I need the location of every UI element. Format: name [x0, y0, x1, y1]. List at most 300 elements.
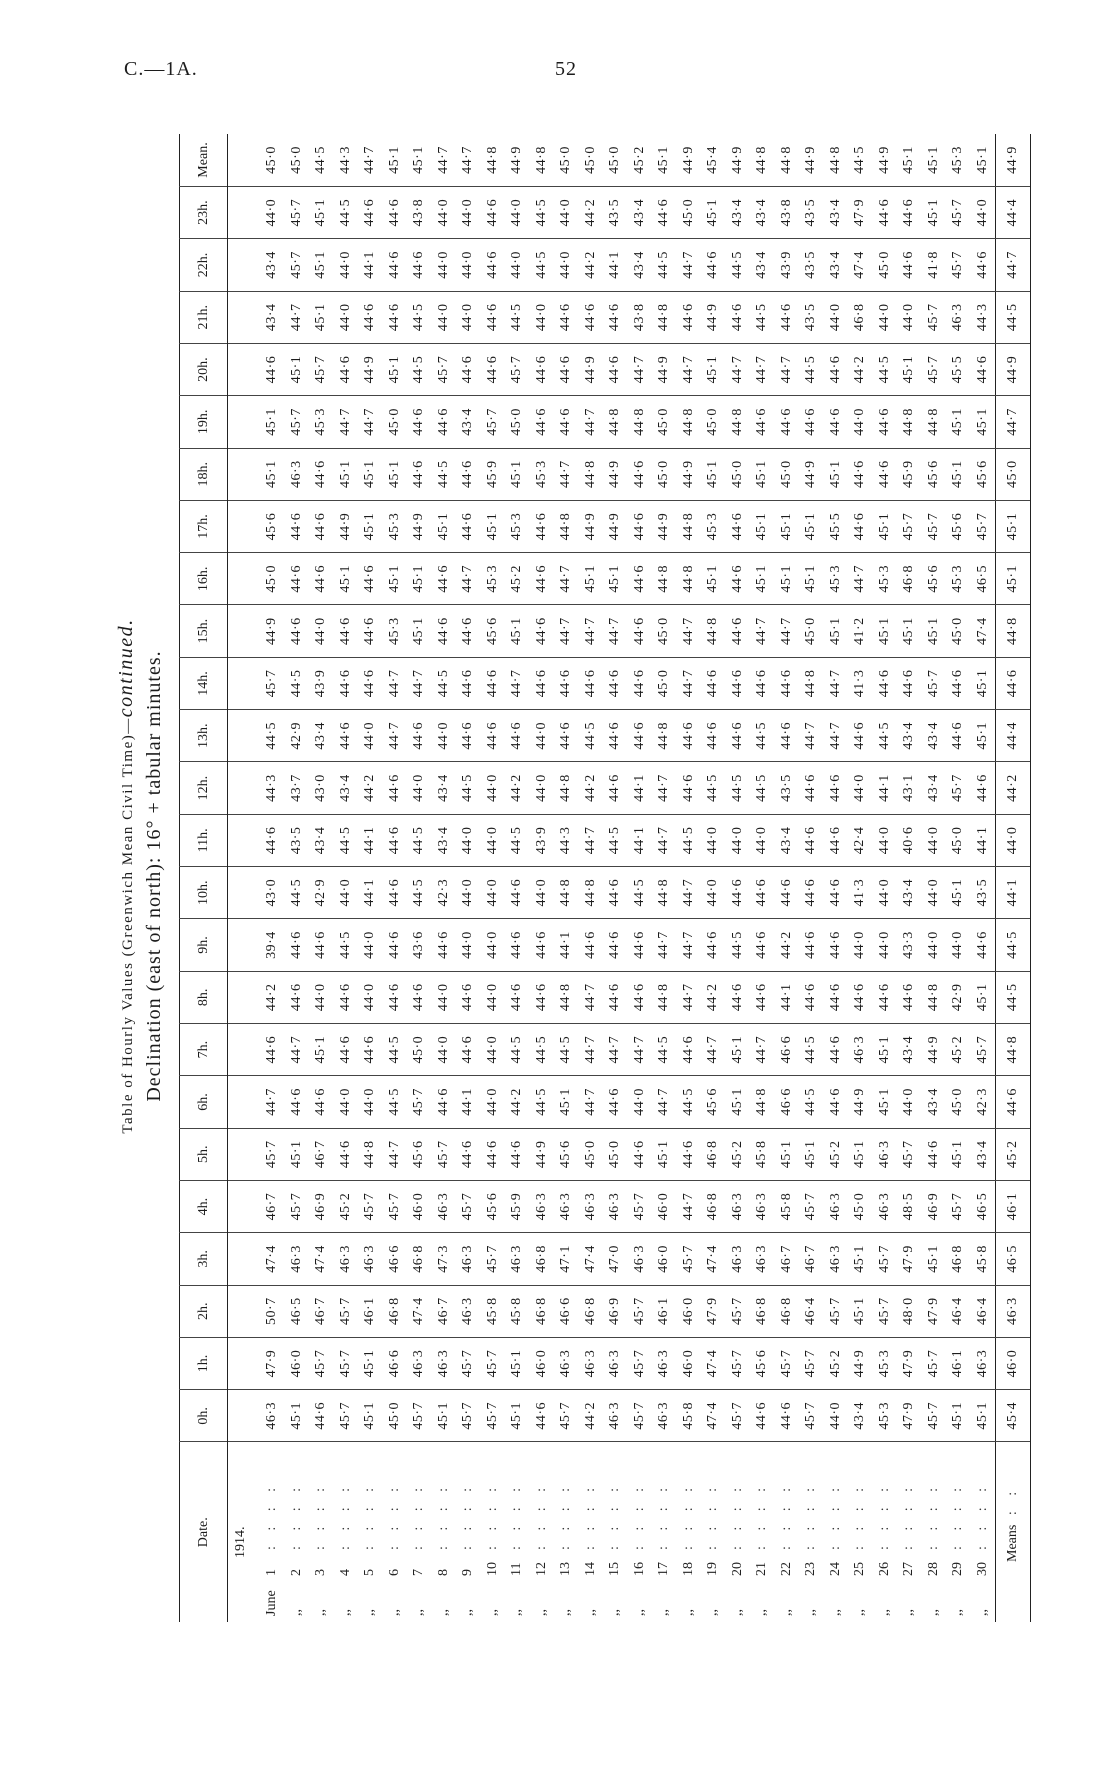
value-cell: 45·6 [922, 553, 947, 605]
value-cell: 44·7 [677, 605, 702, 657]
means-row [996, 134, 1031, 1622]
value-cell: 45·9 [505, 1180, 530, 1232]
value-cell: 44·6 [456, 1128, 481, 1180]
value-cell: 45·7 [946, 1180, 971, 1232]
value-cell: 45·7 [726, 1390, 751, 1442]
value-cell: 45·8 [750, 1128, 775, 1180]
value-cell: 45·7 [456, 1337, 481, 1389]
value-cell: 42·9 [309, 867, 334, 919]
value-cell: 45·7 [407, 1076, 432, 1128]
value-cell: 44·6 [873, 448, 898, 500]
value-cell: 44·5 [750, 762, 775, 814]
value-cell: 45·1 [925, 146, 941, 174]
value-cell: 44·8 [554, 762, 579, 814]
col-header-21h: 21h. [180, 291, 228, 343]
value-cell: 45·7 [554, 1390, 579, 1442]
value-cell: 45·7 [824, 1285, 849, 1337]
value-cell: 44·9 [799, 448, 824, 500]
value-cell: 44·6 [824, 814, 849, 866]
empty-cell [228, 1128, 255, 1180]
value-cell: 44·1 [873, 762, 898, 814]
row-day: 23 [803, 1562, 819, 1576]
row-month: ,, [386, 1609, 402, 1616]
document-code: C.—1A. [124, 58, 198, 80]
table-row [603, 134, 628, 1622]
value-cell: 44·6 [530, 919, 555, 971]
empty-cell [228, 919, 255, 971]
value-cell: 45·0 [652, 396, 677, 448]
mean-value-cell: 44·1 [996, 867, 1031, 919]
value-cell: 44·8 [652, 971, 677, 1023]
row-date [897, 1442, 922, 1622]
value-cell: 45·7 [481, 1337, 506, 1389]
value-cell: 44·6 [726, 553, 751, 605]
value-cell: 44·6 [873, 186, 898, 238]
value-cell: 44·5 [334, 919, 359, 971]
empty-cell [228, 971, 255, 1023]
value-cell: 46·3 [824, 1233, 849, 1285]
value-cell: 44·7 [824, 710, 849, 762]
leader-dots: : : [1005, 1485, 1020, 1525]
value-cell: 44·6 [726, 657, 751, 709]
value-cell: 44·5 [432, 448, 457, 500]
value-cell: 44·6 [750, 1390, 775, 1442]
value-cell: 44·7 [775, 343, 800, 395]
value-cell: 45·1 [873, 1023, 898, 1075]
value-cell: 44·6 [579, 657, 604, 709]
value-cell: 45·7 [309, 1337, 334, 1389]
value-cell: 44·6 [407, 448, 432, 500]
value-cell: 44·6 [481, 657, 506, 709]
value-cell: 44·6 [603, 867, 628, 919]
value-cell: 46·7 [432, 1285, 457, 1337]
value-cell: 44·6 [383, 919, 408, 971]
col-header-mean: Mean. [180, 134, 228, 186]
value-cell: 44·6 [603, 1076, 628, 1128]
value-cell: 45·0 [873, 239, 898, 291]
value-cell: 45·1 [603, 553, 628, 605]
value-cell: 44·0 [432, 710, 457, 762]
value-cell: 43·9 [530, 814, 555, 866]
mean-value-cell: 44·7 [996, 396, 1031, 448]
value-cell: 43·8 [775, 186, 800, 238]
empty-cell [228, 553, 255, 605]
value-cell: 44·6 [456, 710, 481, 762]
value-cell: 44·6 [554, 396, 579, 448]
value-cell: 45·1 [726, 1023, 751, 1075]
value-cell: 46·8 [407, 1233, 432, 1285]
row-day: 13 [558, 1562, 574, 1576]
table-row [334, 134, 359, 1622]
value-cell: 44·6 [254, 814, 285, 866]
row-day: 3 [313, 1569, 329, 1576]
rotated-table-block [75, 124, 1035, 1628]
value-cell: 44·6 [677, 710, 702, 762]
value-cell: 45·0 [799, 605, 824, 657]
value-cell: 44·1 [775, 971, 800, 1023]
value-cell: 45·3 [946, 553, 971, 605]
leader-dots: : : : : [950, 1481, 966, 1550]
value-cell: 45·3 [873, 1390, 898, 1442]
value-cell: 44·7 [750, 343, 775, 395]
row-month: ,, [288, 1609, 304, 1616]
value-cell: 45·0 [607, 146, 623, 174]
table-row [848, 134, 873, 1622]
value-cell: 44·6 [554, 343, 579, 395]
value-cell: 47·9 [848, 186, 873, 238]
value-cell: 44·7 [579, 971, 604, 1023]
value-cell: 44·0 [701, 867, 726, 919]
value-cell: 45·7 [922, 500, 947, 552]
col-header-0h: 0h. [180, 1390, 228, 1442]
value-cell: 44·6 [897, 657, 922, 709]
value-cell: 44·6 [432, 396, 457, 448]
value-cell: 44·6 [799, 867, 824, 919]
value-cell: 45·0 [677, 186, 702, 238]
value-cell: 45·1 [579, 553, 604, 605]
value-cell: 45·7 [799, 1180, 824, 1232]
value-cell: 45·2 [824, 1128, 849, 1180]
value-cell: 45·1 [383, 553, 408, 605]
mean-value-cell: 44·2 [996, 762, 1031, 814]
value-cell: 45·3 [481, 553, 506, 605]
value-cell: 44·7 [677, 239, 702, 291]
value-cell: 46·8 [848, 291, 873, 343]
value-cell: 44·0 [358, 1076, 383, 1128]
empty-cell [228, 396, 255, 448]
value-cell: 44·6 [334, 710, 359, 762]
row-day: 6 [386, 1569, 402, 1576]
value-cell: 44·5 [530, 1076, 555, 1128]
value-cell: 44·9 [254, 605, 285, 657]
value-cell: 45·1 [432, 500, 457, 552]
leader-dots: : : : : [803, 1481, 819, 1550]
table-row [873, 134, 898, 1622]
value-cell: 44·0 [358, 919, 383, 971]
value-cell: 45·7 [334, 1390, 359, 1442]
value-cell: 45·7 [971, 1023, 996, 1075]
value-cell: 44·1 [628, 814, 653, 866]
value-cell: 44·7 [554, 605, 579, 657]
value-cell: 44·0 [873, 291, 898, 343]
value-cell: 44·5 [852, 146, 868, 174]
value-cell: 43·5 [799, 239, 824, 291]
value-cell: 44·0 [530, 710, 555, 762]
value-cell: 44·5 [383, 1076, 408, 1128]
value-cell: 45·4 [705, 146, 721, 174]
row-month: ,, [484, 1609, 500, 1616]
value-cell: 45·7 [677, 1233, 702, 1285]
value-cell: 44·0 [505, 239, 530, 291]
value-cell: 45·0 [407, 1023, 432, 1075]
col-header-12h: 12h. [180, 762, 228, 814]
value-cell: 44·6 [824, 396, 849, 448]
value-cell: 45·2 [631, 146, 647, 174]
value-cell: 43·0 [254, 867, 285, 919]
value-cell: 45·1 [309, 291, 334, 343]
value-cell: 44·8 [677, 553, 702, 605]
value-cell: 44·6 [603, 710, 628, 762]
value-cell: 44·0 [334, 1076, 359, 1128]
table-row [775, 134, 800, 1622]
value-cell: 46·4 [971, 1285, 996, 1337]
value-cell: 44·7 [652, 814, 677, 866]
value-cell: 44·5 [799, 343, 824, 395]
value-cell: 44·9 [876, 146, 892, 174]
value-cell: 44·6 [750, 867, 775, 919]
row-date [750, 1442, 775, 1622]
value-cell: 44·7 [628, 343, 653, 395]
value-cell: 44·6 [799, 762, 824, 814]
value-cell: 45·1 [946, 1128, 971, 1180]
value-cell: 44·6 [432, 605, 457, 657]
table-row [799, 134, 824, 1622]
value-cell: 44·0 [481, 814, 506, 866]
row-day: 25 [852, 1562, 868, 1576]
row-day: 1 [264, 1569, 280, 1576]
value-cell: 46·3 [726, 1180, 751, 1232]
value-cell: 44·6 [254, 1023, 285, 1075]
value-cell: 46·3 [456, 1233, 481, 1285]
value-cell: 46·1 [652, 1285, 677, 1337]
value-cell: 44·8 [603, 396, 628, 448]
value-cell: 44·6 [285, 919, 310, 971]
row-day: 11 [509, 1562, 525, 1576]
value-cell: 46·3 [432, 1180, 457, 1232]
leader-dots: : : : : [582, 1481, 598, 1550]
value-cell: 44·3 [554, 814, 579, 866]
mean-value-cell: 46·3 [996, 1285, 1031, 1337]
value-cell: 44·7 [254, 1076, 285, 1128]
value-cell: 44·9 [603, 448, 628, 500]
value-cell: 45·1 [775, 500, 800, 552]
value-cell: 46·6 [383, 1233, 408, 1285]
value-cell: 44·8 [358, 1128, 383, 1180]
row-month: ,, [778, 1609, 794, 1616]
value-cell: 45·6 [554, 1128, 579, 1180]
value-cell: 44·7 [383, 1128, 408, 1180]
value-cell: 45·1 [505, 1337, 530, 1389]
value-cell: 44·7 [750, 605, 775, 657]
col-header-3h: 3h. [180, 1233, 228, 1285]
value-cell: 45·7 [922, 291, 947, 343]
value-cell: 45·7 [481, 1390, 506, 1442]
value-cell: 46·8 [897, 553, 922, 605]
value-cell: 44·8 [652, 867, 677, 919]
value-cell: 44·6 [848, 710, 873, 762]
value-cell: 44·6 [799, 919, 824, 971]
value-cell: 45·2 [946, 1023, 971, 1075]
row-date [530, 1442, 555, 1622]
value-cell: 44·0 [481, 762, 506, 814]
empty-cell [228, 186, 255, 238]
value-cell: 44·7 [677, 919, 702, 971]
value-cell: 45·1 [799, 1128, 824, 1180]
col-header-14h: 14h. [180, 657, 228, 709]
table-row [285, 134, 310, 1622]
value-cell: 45·6 [701, 1076, 726, 1128]
value-cell: 43·4 [824, 186, 849, 238]
leader-dots: : : : : [509, 1481, 525, 1550]
means-label: Means [1005, 1524, 1020, 1562]
row-day: 18 [680, 1562, 696, 1576]
value-cell: 44·0 [946, 919, 971, 971]
value-cell: 44·6 [824, 1076, 849, 1128]
value-cell: 44·6 [481, 186, 506, 238]
col-header-7h: 7h. [180, 1023, 228, 1075]
value-cell: 46·3 [750, 1180, 775, 1232]
value-cell: 44·6 [530, 971, 555, 1023]
value-cell: 44·8 [799, 657, 824, 709]
value-cell: 45·2 [334, 1180, 359, 1232]
value-cell: 46·3 [603, 1390, 628, 1442]
row-date [334, 1442, 359, 1622]
row-month: ,, [925, 1609, 941, 1616]
value-cell: 44·0 [726, 814, 751, 866]
value-cell: 43·3 [897, 919, 922, 971]
value-cell: 44·1 [358, 814, 383, 866]
value-cell: 44·0 [456, 814, 481, 866]
value-cell: 44·6 [554, 710, 579, 762]
value-cell: 46·3 [652, 1390, 677, 1442]
value-cell: 45·1 [873, 1076, 898, 1128]
value-cell: 44·5 [334, 186, 359, 238]
row-day: 5 [362, 1569, 378, 1576]
value-cell: 45·1 [701, 186, 726, 238]
value-cell: 46·0 [652, 1180, 677, 1232]
value-cell: 44·6 [530, 1390, 555, 1442]
value-cell: 45·7 [922, 343, 947, 395]
value-cell: 45·0 [603, 1128, 628, 1180]
value-cell: 46·9 [309, 1180, 334, 1232]
row-day: 21 [754, 1562, 770, 1576]
row-date [824, 1442, 849, 1622]
row-day: 24 [827, 1562, 843, 1576]
table-row [505, 134, 530, 1622]
row-date [505, 1442, 530, 1622]
year-label: 1914. [228, 1442, 255, 1622]
value-cell: 44·6 [383, 239, 408, 291]
value-cell: 44·6 [775, 396, 800, 448]
mean-value-cell: 45·1 [996, 553, 1031, 605]
value-cell: 45·1 [971, 657, 996, 709]
value-cell: 43·4 [897, 710, 922, 762]
row-month: ,, [680, 1609, 696, 1616]
value-cell: 45·5 [824, 500, 849, 552]
value-cell: 44·6 [799, 814, 824, 866]
value-cell: 45·7 [946, 186, 971, 238]
value-cell: 45·7 [897, 500, 922, 552]
value-cell: 44·7 [579, 814, 604, 866]
value-cell: 45·7 [946, 762, 971, 814]
value-cell: 44·6 [628, 605, 653, 657]
value-cell: 46·3 [726, 1233, 751, 1285]
value-cell: 44·0 [922, 919, 947, 971]
value-cell: 43·4 [922, 710, 947, 762]
value-cell: 45·1 [358, 500, 383, 552]
value-cell: 44·7 [726, 343, 751, 395]
row-month: ,, [435, 1609, 451, 1616]
value-cell: 44·0 [873, 919, 898, 971]
value-cell: 44·7 [677, 867, 702, 919]
col-header-1h: 1h. [180, 1337, 228, 1389]
value-cell: 44·0 [554, 186, 579, 238]
value-cell: 44·5 [677, 814, 702, 866]
row-date [383, 1442, 408, 1622]
row-date [971, 1442, 996, 1622]
value-cell: 47·3 [432, 1233, 457, 1285]
value-cell: 44·7 [652, 1076, 677, 1128]
value-cell: 45·0 [582, 146, 598, 174]
value-cell: 45·2 [505, 553, 530, 605]
value-cell: 44·6 [432, 919, 457, 971]
row-month: ,, [705, 1609, 721, 1616]
leader-dots: : : : : [264, 1481, 280, 1550]
value-cell: 45·1 [946, 1390, 971, 1442]
row-date [775, 1442, 800, 1622]
mean-value-cell: 45·4 [996, 1390, 1031, 1442]
row-day: 14 [582, 1562, 598, 1576]
empty-cell [228, 814, 255, 866]
table-row [407, 134, 432, 1622]
value-cell: 44·7 [848, 553, 873, 605]
value-cell: 46·1 [946, 1337, 971, 1389]
row-date [554, 1442, 579, 1622]
value-cell: 46·3 [824, 1180, 849, 1232]
value-cell: 44·5 [677, 1076, 702, 1128]
row-day: 27 [901, 1562, 917, 1576]
col-header-19h: 19h. [180, 396, 228, 448]
row-month: ,, [901, 1609, 917, 1616]
value-cell: 44·2 [358, 762, 383, 814]
value-cell: 44·7 [579, 396, 604, 448]
value-cell: 46·7 [309, 1285, 334, 1337]
value-cell: 44·5 [579, 710, 604, 762]
value-cell: 46·0 [652, 1233, 677, 1285]
value-cell: 46·3 [848, 1023, 873, 1075]
value-cell: 44·0 [873, 814, 898, 866]
value-cell: 44·6 [897, 239, 922, 291]
value-cell: 44·6 [285, 971, 310, 1023]
value-cell: 44·6 [530, 657, 555, 709]
leader-dots: : : : : [876, 1481, 892, 1550]
value-cell: 44·5 [750, 291, 775, 343]
value-cell: 45·1 [285, 1390, 310, 1442]
value-cell: 45·1 [971, 971, 996, 1023]
table-row [481, 134, 506, 1622]
value-cell: 45·1 [848, 1233, 873, 1285]
value-cell: 44·6 [775, 867, 800, 919]
value-cell: 45·1 [897, 605, 922, 657]
mean-value-cell: 44·0 [996, 814, 1031, 866]
value-cell: 44·6 [505, 919, 530, 971]
value-cell: 44·6 [505, 867, 530, 919]
value-cell: 45·1 [901, 146, 917, 174]
value-cell: 44·5 [407, 343, 432, 395]
value-cell: 47·4 [579, 1233, 604, 1285]
value-cell: 44·9 [677, 448, 702, 500]
row-date [456, 1442, 481, 1622]
value-cell: 46·5 [971, 553, 996, 605]
table-row [971, 134, 996, 1622]
value-cell: 45·0 [288, 146, 304, 174]
value-cell: 44·6 [334, 1023, 359, 1075]
mean-value-cell: 44·4 [996, 710, 1031, 762]
mean-value-cell: 44·6 [996, 1076, 1031, 1128]
leader-dots: : : : : [460, 1481, 476, 1550]
value-cell: 44·6 [456, 605, 481, 657]
value-cell: 46·3 [334, 1233, 359, 1285]
